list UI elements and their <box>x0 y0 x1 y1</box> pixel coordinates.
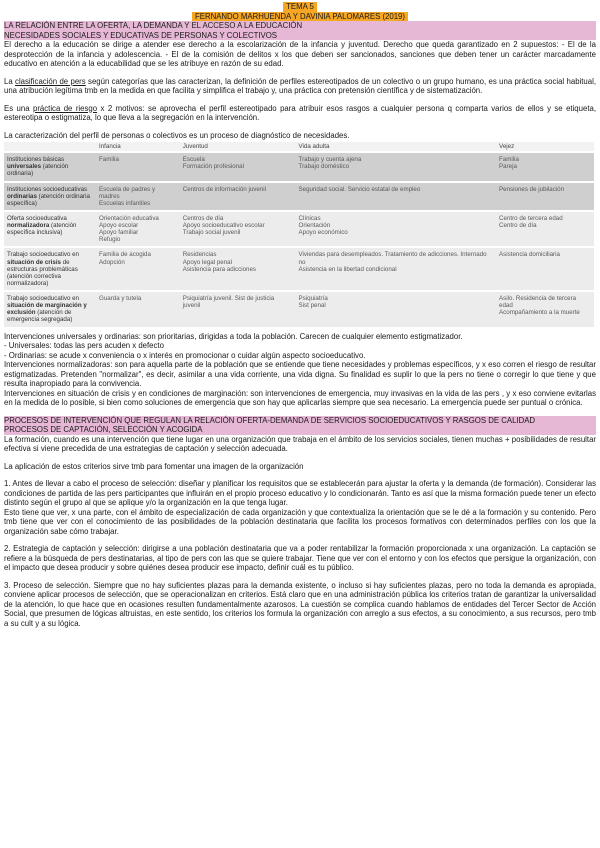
row-header-cell <box>4 152 96 181</box>
tema-title: TEMA 5 <box>283 2 317 12</box>
table-row <box>4 211 594 248</box>
intervention-line: - Universales: todas las pers acuden x defecto <box>4 341 164 350</box>
authors-line <box>4 12 596 22</box>
row-header-text: de estructuras problemáticas (atención correctiva normalizadora) <box>7 258 78 287</box>
term-clasificacion: clasificación de pers <box>15 76 86 86</box>
intervention-line: - Ordinarias: se acude x conveniencia o x interés en promocionar o cuidar algún aspecto socioeducativo. <box>4 350 366 360</box>
table-row <box>4 152 594 181</box>
row-header-cell <box>4 182 96 211</box>
row-header-text: Instituciones básicas <box>7 156 65 164</box>
table-cell: Viviendas para desempleados. Tratamiento de adicciones. Internado no Asistencia en la libertad condicional <box>296 247 497 291</box>
paragraph-step-3: 3. Proceso de selección. Siempre que no hay suficientes plazas para la demanda existente, o incluso si hay suficientes plazas, pero no toda la demanda es apropiada, conviene aplicar procesos de selección, que se operacionalizan en criterios. Está claro que en una administración pública los criterios tratan de garantizar la universalidad de la atención, lo que hace que en ocasiones resulten fundamentalmente azarosos. La cuestión se complica cuando hablamos de entidades del Tercer Sector de Acción Social, que presumen de lógicas altruistas, en este sentido, los criterios los formula la organización con arreglo a sus efectos, a su conocimiento, a sus recursos, pero tmb a su cult y a su lógica. <box>4 580 596 628</box>
table-cell: Centros de información juvenil <box>180 182 296 211</box>
document-header <box>4 2 596 12</box>
table-cell: Centro de tercera edad Centro de día <box>496 211 594 248</box>
row-header-cell <box>4 247 96 291</box>
table-header-cell: Vida adulta <box>296 142 497 152</box>
table-cell: Psiquiatría juvenil. Sist de justicia juvenil <box>180 291 296 327</box>
text-fragment: La <box>4 76 16 86</box>
table-row <box>4 182 594 211</box>
section-heading-1: LA RELACIÓN ENTRE LA OFERTA, LA DEMANDA Y EL ACCESO A LA EDUCACIÓN <box>4 21 596 31</box>
table-cell: Guarda y tutela <box>96 291 180 327</box>
table-cell: Escuela Formación profesional <box>180 152 296 181</box>
table-header-row <box>4 142 594 152</box>
row-header-text: (atención ordinaria) <box>7 163 69 178</box>
intervention-line: Intervenciones universales y ordinarias: son prioritarias, dirigidas a toda la población. Carecen de cualquier elemento estigmatizador. <box>4 331 463 341</box>
interventions-block <box>4 332 596 408</box>
row-header-text: Instituciones socioeducativas <box>7 185 88 193</box>
needs-table <box>4 142 594 327</box>
subsection-heading-2: PROCESOS DE CAPTACIÓN, SELECCIÓN Y ACOGIDA <box>4 425 596 435</box>
table-cell: Escuela de padres y madres Escuelas infantiles <box>96 182 180 211</box>
table-cell: Clínicas Orientación Apoyo económico <box>296 211 497 248</box>
table-header-cell: Juventud <box>180 142 296 152</box>
row-header-bold: ordinarias <box>7 192 37 200</box>
subsection-heading-1: NECESIDADES SOCIALES Y EDUCATIVAS DE PERSONAS Y COLECTIVOS <box>4 31 596 41</box>
row-header-text: Trabajo socioeducativo en <box>7 295 80 302</box>
intervention-line: Intervenciones normalizadoras: son para aquella parte de la población que se entiende que tiene necesidades y problemas específicos, y x eso corren el riesgo de resultar estigmatizadas. Pretenden "normalizar", es decir, asimilar a una vida corriente, una vida digna. Su finalidad es suplir lo que la pers no tiene o corregir lo que tiene y que resulta inapropiado para la convivencia. <box>4 360 596 388</box>
section-heading-2: PROCESOS DE INTERVENCIÓN QUE REGULAN LA RELACIÓN OFERTA-DEMANDA DE SERVICIOS SOCIOEDUCATIVOS Y RASGOS DE CALIDAD <box>4 416 596 426</box>
text-fragment: x 2 motivos: se aprovecha el perfil estereotipado para atribuir esos rasgos a cualquier persona q comparta varios de ellos y se etiqueta, estereotipa o estigmatiza, lo que lleva a la segregación en la intervención. <box>4 103 596 122</box>
paragraph-derecho: El derecho a la educación se dirige a atender ese derecho a la escolarización de la infancia y juventud. Derecho que queda garantizado en 2 supuestos: - El de la desprotección de la infancia y adolescencia. - El de la comisión de delitos x los que deben ser sancionados, sanciones que deben tener un carácter marcadamente educativo en atención a la educabilidad que se les atribuye en razón de su edad. <box>4 40 596 68</box>
table-cell: Trabajo y cuenta ajena Trabajo doméstico <box>296 152 497 181</box>
table-row <box>4 247 594 291</box>
term-riesgo: práctica de riesgo <box>32 103 98 113</box>
table-cell: Asilo. Residencia de tercera edad Acompañamiento a la muerte <box>496 291 594 327</box>
paragraph-step-1: 1. Antes de llevar a cabo el proceso de selección: diseñar y planificar los requisitos que se establecerán para ajustar la oferta y la demanda (de formación). Considerar las condiciones de partida de las pers participantes que influirán en el propio proceso educativo y lo condicionarán. Tanto es así que la misma formación puede tener un efecto distinto según el grupo al que se aplique y/o la organización en la que tenga lugar. <box>4 479 596 507</box>
paragraph-aplicacion: La aplicación de estos criterios sirve tmb para fomentar una imagen de la organización <box>4 461 304 471</box>
intervention-line: Intervenciones en situación de crisis y en condiciones de marginación: son intervenciones de emergencia, muy invasivas en la vida de las pers , y x eso conviene evitarlas en la medida de lo posible, si bien como soluciones de emergencia que son hay que aplicarlas siempre que sea necesario. La emergencia puede ser puntual o crónica. <box>4 388 596 407</box>
row-header-cell <box>4 291 96 327</box>
table-cell: Psiquiatría Sist penal <box>296 291 497 327</box>
paragraph-formacion: La formación, cuando es una intervención que tiene lugar en una organización que trabaja en el ámbito de los servicios sociales, tienen muchas + posibilidades de resultar efectiva si viene precedida de una estrategias de captación y selección adecuada. <box>4 434 596 453</box>
row-header-text: Trabajo socioeducativo en <box>7 251 80 259</box>
table-cell: Familia de acogida Adopción <box>96 247 180 291</box>
table-header-cell: Vejez <box>496 142 594 152</box>
table-header-cell <box>4 142 96 152</box>
paragraph-caracterizacion: La caracterización del perfil de personas o colectivos es un proceso de diagnóstico de necesidades. <box>4 130 350 140</box>
paragraph-step-2: 2. Estrategia de captación y selección: dirigirse a una población destinataria que va a poder rentabilizar la formación proporcionada x una organización. La captación se refiere a la búsqueda de pers destinatarias, al tipo de pers con las que se quiere trabajar. Tiene que ver con el entorno y con los efectos que persigue la organización, con el impacto que desea producir y sobre quiénes desea producir ese impacto, definir cuál es tu público. <box>4 544 596 572</box>
paragraph-step-1-cont: Esto tiene que ver, x una parte, con el ámbito de especialización de cada organización y que contextualiza la orientación que se le dé a la formación y su contenido. Pero tmb tiene que ver con el conocimiento de las posibilidades de la población destinataria que facilita los procesos formativos con determinados perfiles con los que la organización sabe cómo trabajar. <box>4 507 596 536</box>
row-header-text: (atención ordinaria específica) <box>7 192 90 207</box>
row-header-text: (atención de emergencia segregada) <box>7 309 73 324</box>
table-cell: Asistencia domiciliaria <box>496 247 594 291</box>
table-cell: Residencias Apoyo legal penal Asistencia para adicciones <box>180 247 296 291</box>
table-cell: Centros de día Apoyo socioeducativo escolar Trabajo social juvenil <box>180 211 296 248</box>
row-header-bold: situación de crisis <box>7 258 61 266</box>
table-row <box>4 291 594 327</box>
text-fragment: Es una <box>4 103 33 113</box>
paragraph-clasificacion <box>4 77 596 96</box>
paragraph-riesgo <box>4 104 596 123</box>
table-cell: Familia Pareja <box>496 152 594 181</box>
row-header-bold: universales <box>7 163 42 171</box>
row-header-bold: situación de marginación y exclusión <box>7 302 87 317</box>
row-header-bold: normalizadora <box>7 222 50 229</box>
text-fragment: según categorías que las caracterizan, la definición de perfiles estereotipados de un colectivo o un grupo humano, es una práctica social habitual, una atribución legítima tmb en la medida en que facilita y simplifica el trabajo y, una práctica con pretensión científica y de sistematización. <box>4 76 596 95</box>
authors: FERNANDO MARHUENDA Y DAVINIA PALOMARES (2019) <box>192 12 408 21</box>
table-cell: Orientación educativa Apoyo escolar Apoyo familiar Refugio <box>96 211 180 248</box>
row-header-text: (atención específica inclusiva) <box>7 222 77 237</box>
table-header-cell: Infancia <box>96 142 180 152</box>
row-header-text: Oferta socioeducativa <box>7 214 67 222</box>
table-cell: Pensiones de jubilación <box>496 182 594 211</box>
table-cell: Familia <box>96 152 180 181</box>
row-header-cell <box>4 211 96 248</box>
table-cell: Seguridad social. Servicio estatal de empleo <box>296 182 497 211</box>
